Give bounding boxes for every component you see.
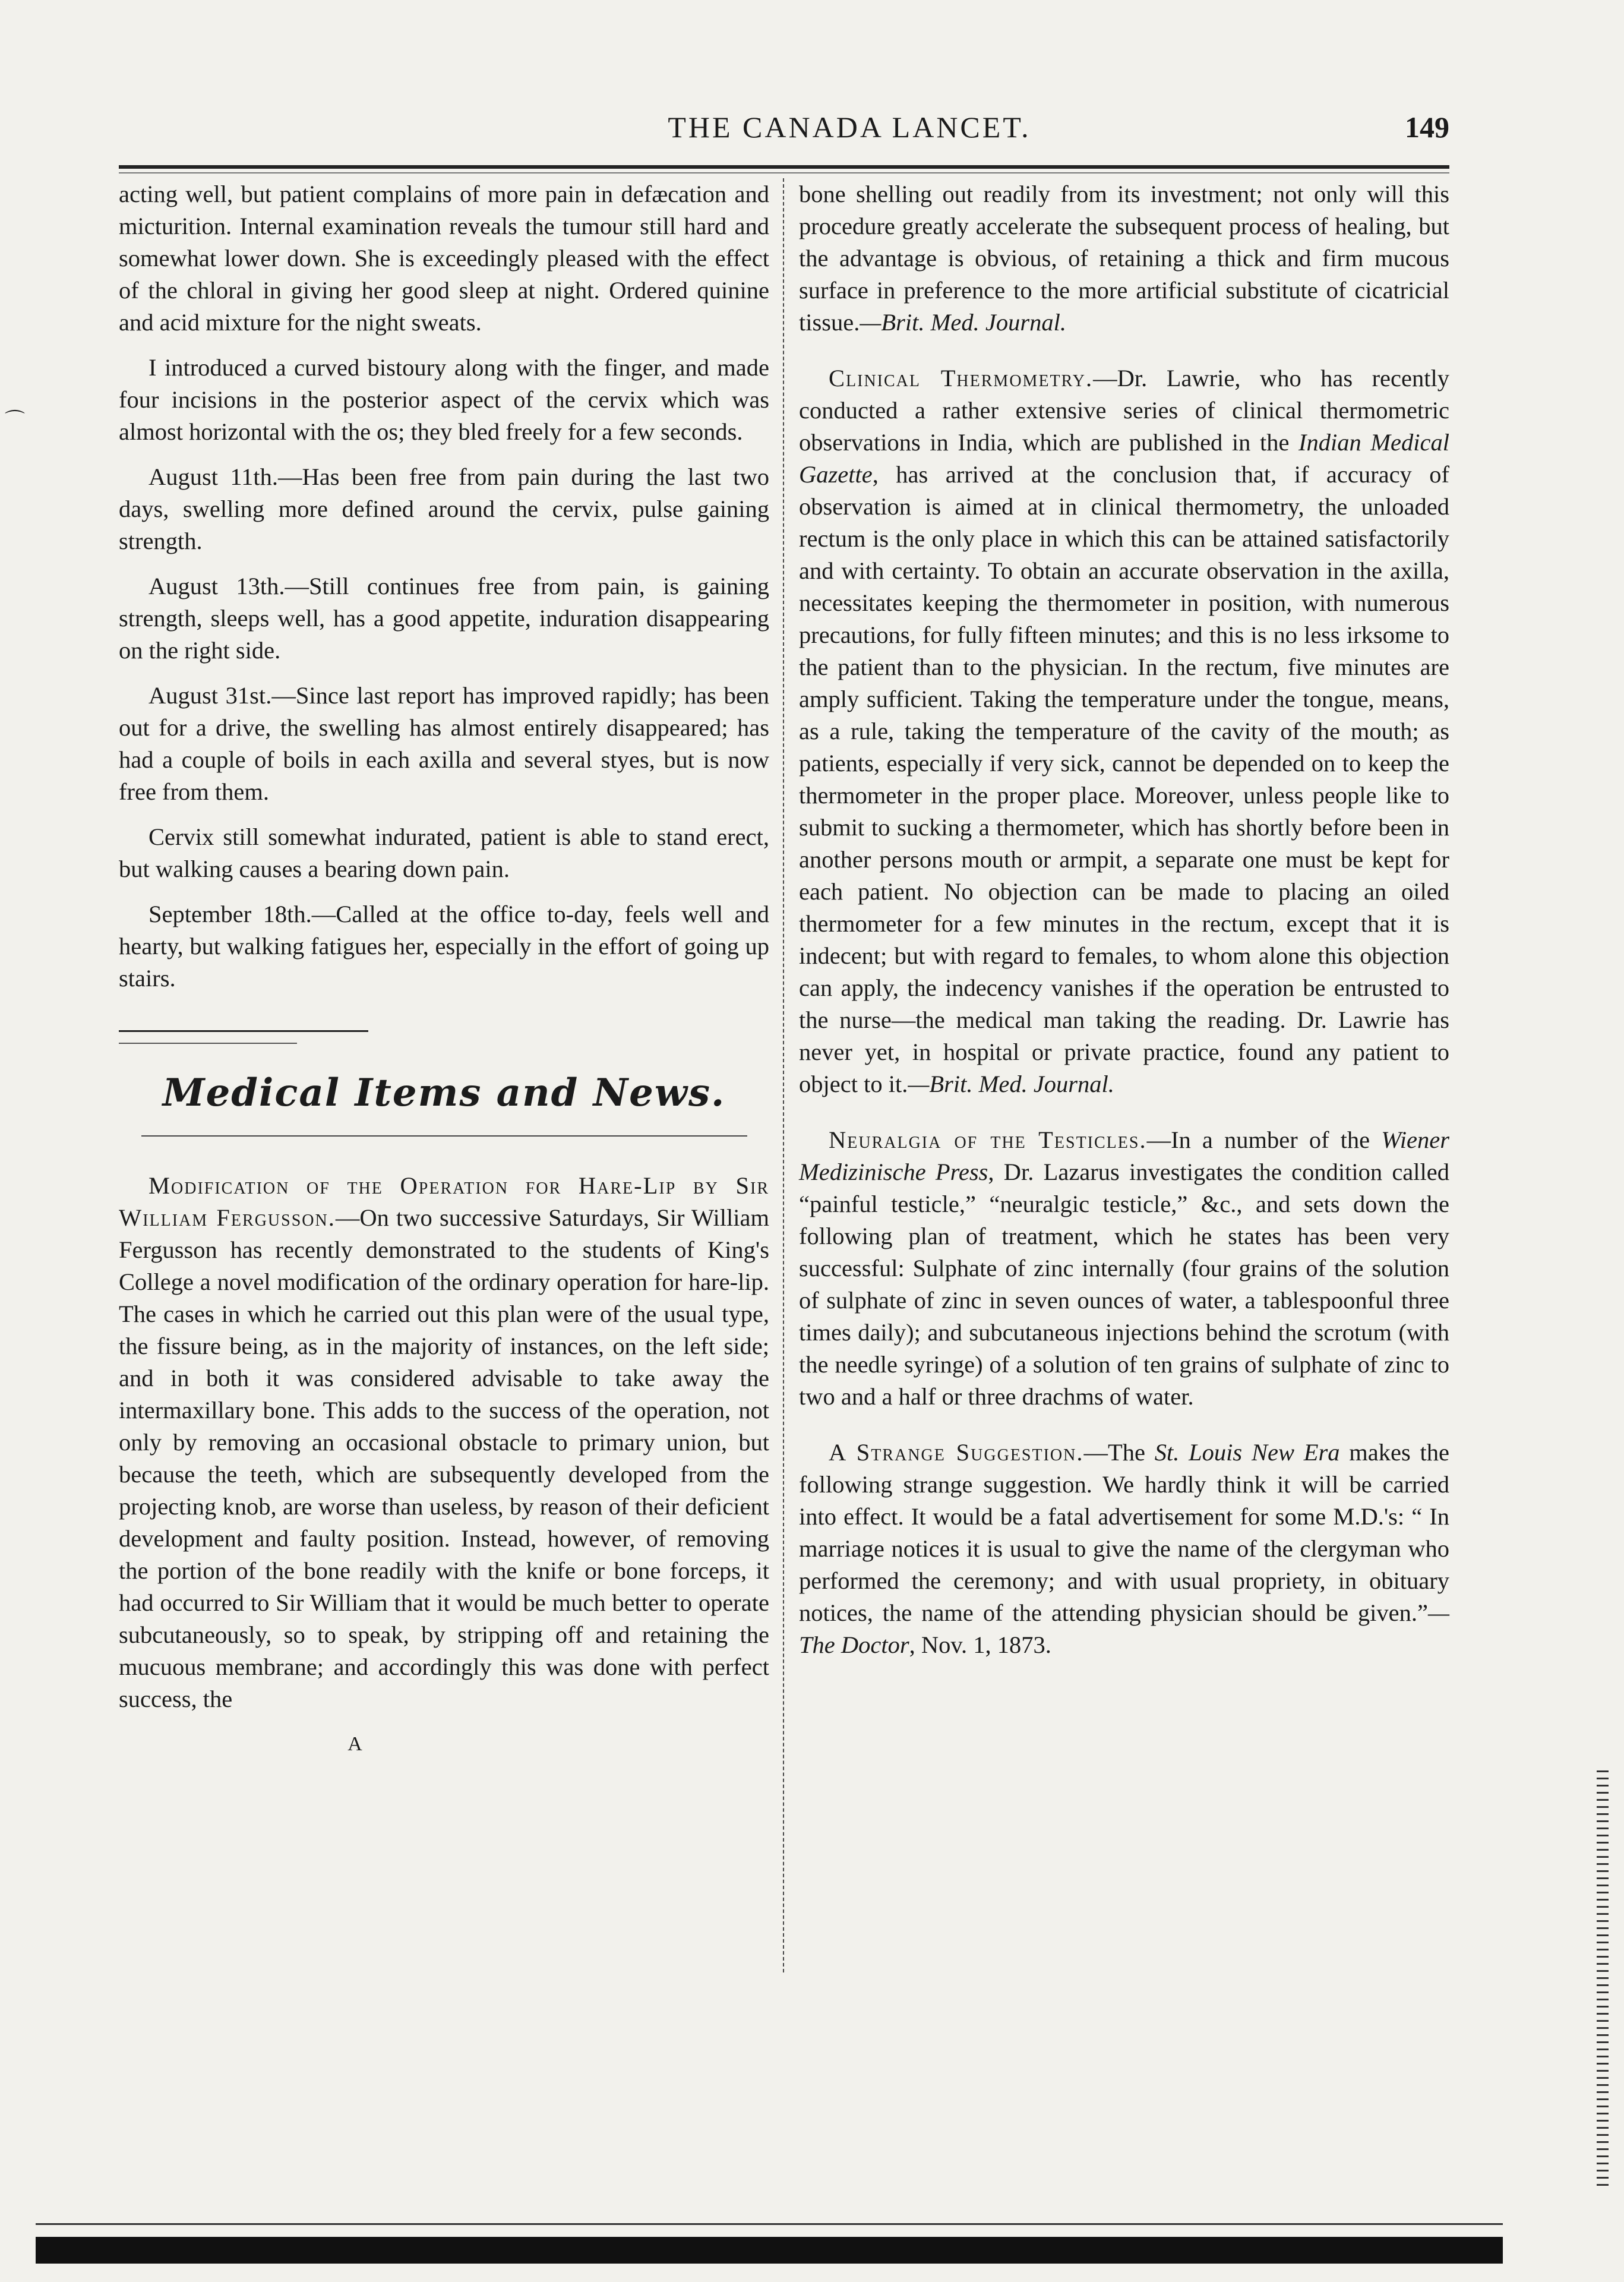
scan-edge-noise bbox=[1597, 1770, 1609, 2186]
article-body: makes the following strange suggestion. We hardly think it will be carried into effect. It would be a fatal advertisement for some M.D.'s: “ In marriage notices it is usual to give the name of the clergyman who performed the ceremony; and with usual propriety, in obituary notices, the name of the attending physician should be given.” bbox=[799, 1439, 1449, 1626]
signature-mark: A bbox=[347, 1733, 362, 1755]
article-body: , has arrived at the conclusion that, if accuracy of observation is aimed at in clinical thermometry, the unloaded rectum is the only place in which this can be attained satisfactorily and with certainty. To obtain an accurate observation in the axilla, necessitates keeping the thermometer in position, with numerous precautions, for fully fifteen minutes; and this is no less irksome to the patient than to the physician. In the rectum, five minutes are amply sufficient. Taking the temperature under the tongue, means, as a rule, taking the temperature of the cavity of the mouth; as patients, especially if very sick, cannot be depended on to keep the thermometer in the proper place. Moreover, unless people like to submit to sucking a thermometer, which has shortly before been in another persons mouth or armpit, a separate one must be kept for each patient. No objection can be made to placing an oiled thermometer for a few minutes in the rectum, except that it is indecent; but with regard to females, to whom alone this objection can apply, the indecency vanishes if the operation be entrusted to the nurse—the medical man taking the reading. Dr. Lawrie has never yet, in hospital or private practice, found any patient to object to it. bbox=[799, 461, 1449, 1097]
article-source: —Brit. Med. Journal. bbox=[908, 1071, 1114, 1097]
article-body: —Dr. Lawrie, who has recently conducted a rather extensive series of clinical thermometric observations in India, which are published in the bbox=[799, 365, 1449, 456]
journal-name: Indian Medical Gazette bbox=[799, 429, 1449, 488]
page-number: 149 bbox=[1405, 111, 1449, 144]
article-lead: Neuralgia of the Testicles. bbox=[829, 1126, 1147, 1153]
article-source: —Brit. Med. Journal. bbox=[860, 309, 1066, 336]
case-report-paragraph: September 18th.—Called at the office to-day, feels well and hearty, but walking fatigues her, especially in the effort of going up stairs. bbox=[119, 901, 769, 992]
article-neuralgia bbox=[799, 1124, 1449, 1413]
article-lead: Modification of the Operation for Hare-Lip by Sir William Fergusson. bbox=[119, 1172, 769, 1231]
case-report-paragraph: August 13th.—Still continues free from pain, is gaining strength, sleeps well, has a good appetite, induration disappearing on the right side. bbox=[119, 573, 769, 664]
article-body: —In a number of the bbox=[1146, 1126, 1382, 1153]
bottom-rule bbox=[36, 2223, 1503, 2225]
article-lead: A Strange Suggestion. bbox=[829, 1439, 1084, 1466]
article-harelip bbox=[119, 1170, 769, 1715]
column-divider bbox=[783, 178, 784, 1972]
article-thermometry bbox=[799, 362, 1449, 1100]
section-rule bbox=[141, 1135, 747, 1137]
article-body: —On two successive Saturdays, Sir William Fergusson has recently demonstrated to the students of King's College a novel modification of the ordinary operation for hare-lip. The cases in which he carried out this plan were of the usual type, the fissure being, as in the majority of instances, on the left side; and in both it was considered advisable to take away the intermaxillary bone. This adds to the success of the operation, not only by removing an occasional obstacle to primary union, but because the teeth, which are subsequently developed from the projecting knob, are worse than useless, by reason of their deficient development and faulty position. Instead, however, of removing the portion of the bone readily with the knife or bone forceps, it had occurred to Sir William that it would be much better to operate subcutaneously, so to speak, by stripping off and retaining the mucuous membrane; and accordingly this was done with perfect success, the bbox=[119, 1204, 769, 1712]
case-report-paragraph: August 11th.—Has been free from pain during the last two days, swelling more defined around the cervix, pulse gaining strength. bbox=[119, 463, 769, 554]
section-rule bbox=[119, 1043, 297, 1044]
article-strange-suggestion bbox=[799, 1437, 1449, 1661]
header-rule bbox=[119, 165, 1449, 173]
right-column bbox=[799, 178, 1449, 1674]
article-body: , Dr. Lazarus investigates the condition called “painful testicle,” “neuralgic testicle,” &c., and sets down the following plan of treatment, which he states has been very successful: Sulphate of zinc internally (four grains of the solution of sulphate of zinc in seven ounces of water, a tablespoonful three times daily); and subcutaneous injections behind the scrotum (with the needle syringe) of a solution of ten grains of sulphate of zinc to two and a half or three drachms of water. bbox=[799, 1159, 1449, 1410]
running-head bbox=[119, 110, 1449, 157]
left-column bbox=[119, 178, 769, 1760]
case-report-paragraph: Cervix still somewhat indurated, patient is able to stand erect, but walking causes a bearing down pain. bbox=[119, 823, 769, 882]
section-rule bbox=[119, 1030, 368, 1032]
article-date: , Nov. 1, 1873. bbox=[909, 1631, 1051, 1658]
journal-title: THE CANADA LANCET. bbox=[668, 111, 1031, 144]
journal-name: Wiener Medizinische Press bbox=[799, 1126, 1449, 1185]
article-source: —The Doctor bbox=[799, 1599, 1449, 1658]
journal-name: St. Louis New Era bbox=[1154, 1439, 1340, 1466]
scan-bottom-bar bbox=[36, 2237, 1503, 2264]
case-report-paragraph: I introduced a curved bistoury along with the finger, and made four incisions in the posterior aspect of the cervix which was almost horizontal with the os; they bled freely for a few seconds. bbox=[119, 354, 769, 445]
article-continuation bbox=[799, 178, 1449, 339]
article-body: —The bbox=[1083, 1439, 1155, 1466]
case-report-paragraph: August 31st.—Since last report has improved rapidly; has been out for a drive, the swelling has almost entirely disappeared; has had a couple of boils in each axilla and several styes, but is now free from them. bbox=[119, 682, 769, 805]
article-body: bone shelling out readily from its investment; not only will this procedure greatly accelerate the subsequent process of healing, but the advantage is obvious, of retaining a thick and firm mucous surface in preference to the more artificial substitute of cicatricial tissue. bbox=[799, 181, 1449, 336]
section-heading: Medical Items and News. bbox=[162, 1071, 726, 1115]
stray-ink-mark: ⌒ bbox=[5, 410, 25, 432]
article-lead: Clinical Thermometry. bbox=[829, 365, 1094, 392]
case-report-paragraph: acting well, but patient complains of more pain in defæcation and micturition. Internal examination reveals the tumour still hard and somewhat lower down. She is exceedingly pleased with the effect of the chloral in giving her good sleep at night. Ordered quinine and acid mixture for the night sweats. bbox=[119, 181, 769, 336]
